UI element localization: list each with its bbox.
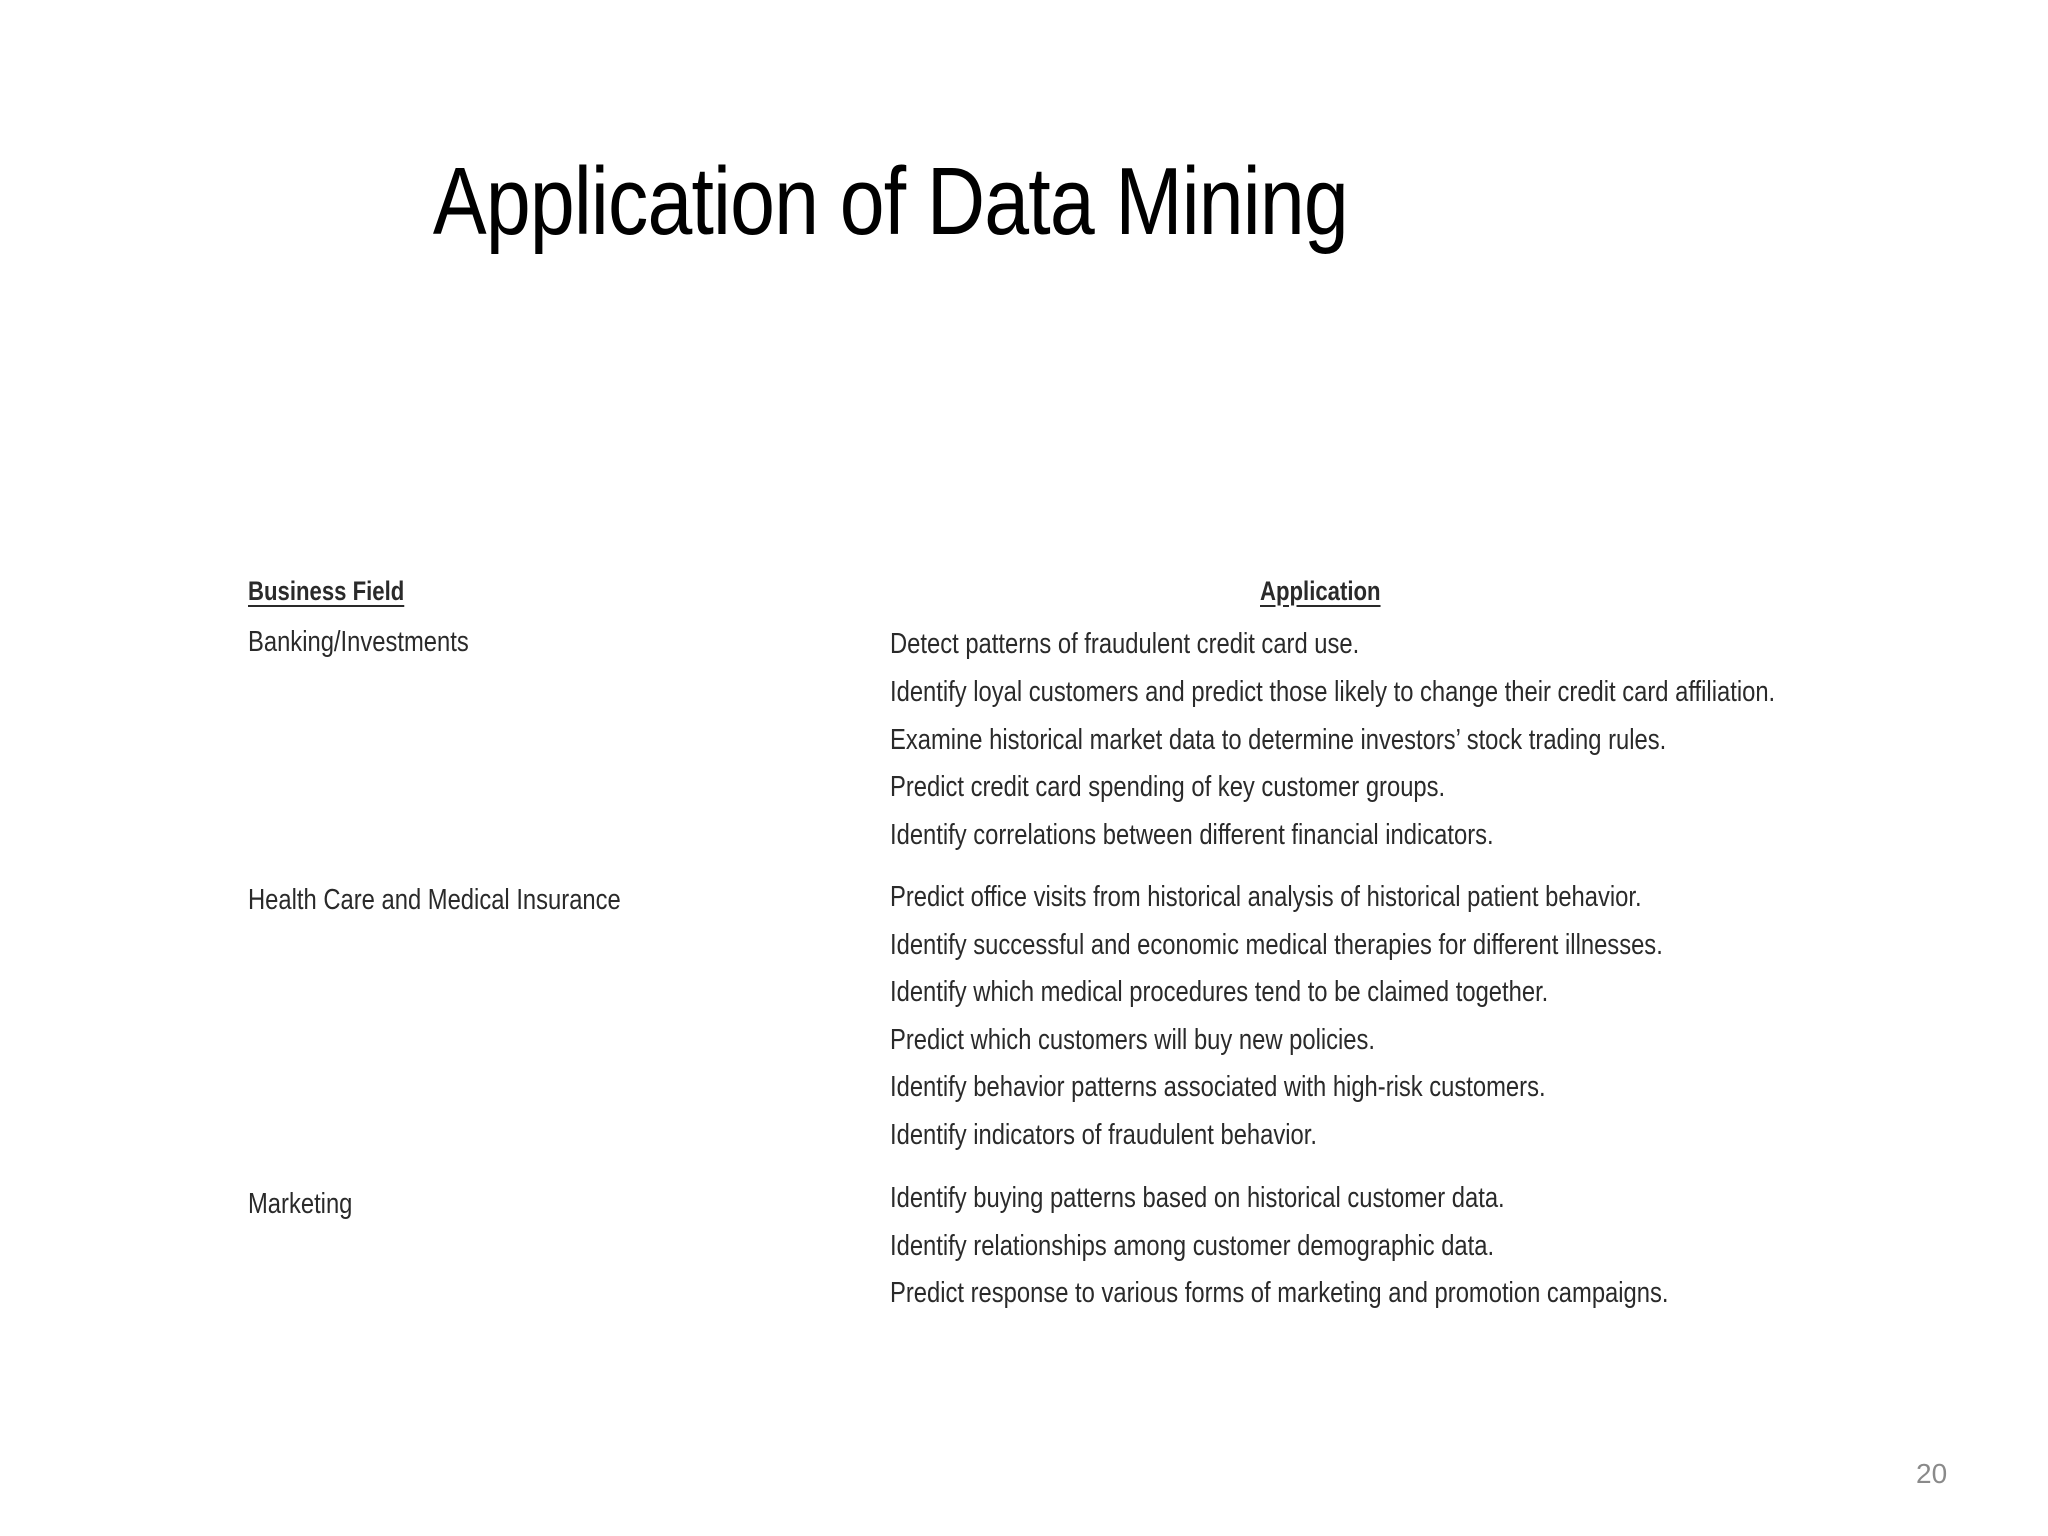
- business-field-banking: Banking/Investments: [248, 626, 469, 658]
- column-header-application: Application: [1260, 576, 1381, 606]
- application-item: Identify correlations between different financial indicators.: [890, 819, 1494, 851]
- business-field-health-care: Health Care and Medical Insurance: [248, 884, 621, 916]
- application-item: Identify relationships among customer demographic data.: [890, 1230, 1495, 1262]
- application-item: Predict office visits from historical analysis of historical patient behavior.: [890, 881, 1642, 913]
- application-item: Detect patterns of fraudulent credit card use.: [890, 628, 1360, 660]
- application-item: Identify buying patterns based on historical customer data.: [890, 1182, 1505, 1214]
- application-item: Identify successful and economic medical therapies for different illnesses.: [890, 929, 1663, 961]
- application-item: Identify behavior patterns associated with high-risk customers.: [890, 1071, 1546, 1103]
- application-item: Identify loyal customers and predict those likely to change their credit card affiliation.: [890, 676, 1776, 708]
- application-item: Predict which customers will buy new policies.: [890, 1024, 1376, 1056]
- slide-title: Application of Data Mining: [432, 148, 1348, 255]
- application-item: Identify indicators of fraudulent behavior.: [890, 1119, 1317, 1151]
- application-item: Predict response to various forms of marketing and promotion campaigns.: [890, 1277, 1669, 1309]
- column-header-business-field: Business Field: [248, 576, 405, 606]
- business-field-marketing: Marketing: [248, 1188, 353, 1220]
- application-item: Identify which medical procedures tend to be claimed together.: [890, 976, 1549, 1008]
- application-item: Examine historical market data to determine investors’ stock trading rules.: [890, 724, 1667, 756]
- page-number: 20: [1916, 1458, 1948, 1489]
- application-item: Predict credit card spending of key customer groups.: [890, 771, 1446, 803]
